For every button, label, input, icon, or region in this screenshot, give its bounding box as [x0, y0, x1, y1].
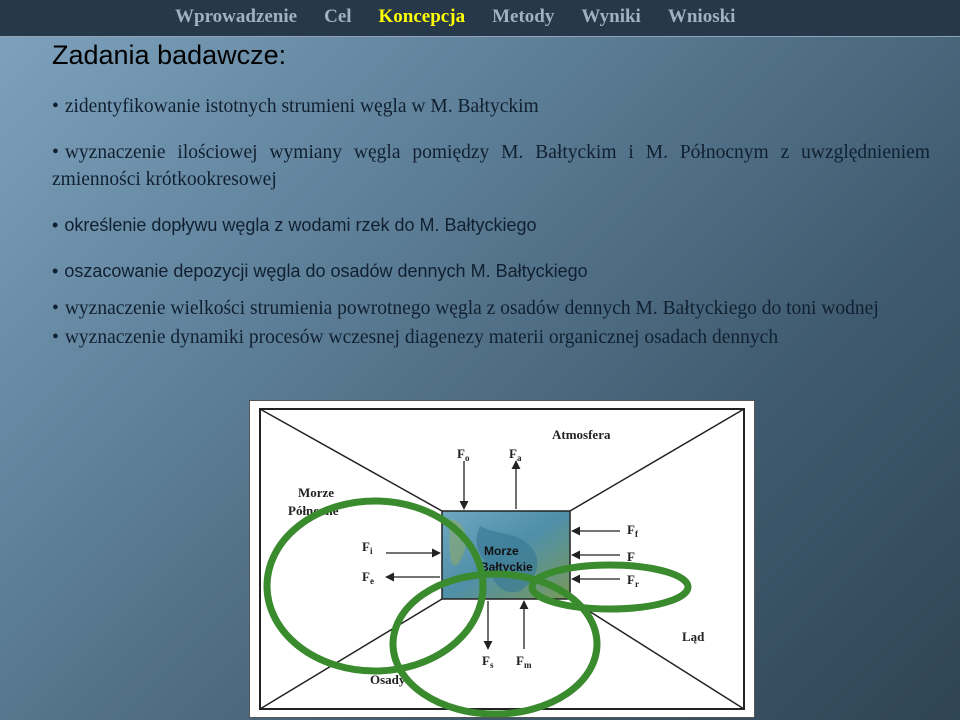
land-label: Ląd: [682, 629, 705, 644]
frame-diagonal: [260, 599, 442, 709]
sediments-label: Osady: [370, 672, 406, 687]
bullet-item: • określenie dopływu węgla z wodami rzek do M. Bałtyckiego: [52, 212, 930, 239]
baltic-label-2: Bałtyckie: [480, 560, 533, 574]
flux-label-fs: $F_s$: [482, 653, 494, 670]
flux-label-fx: F: [627, 549, 635, 564]
bullet-item: • oszacowanie depozycji węgla do osadów dennych M. Bałtyckiego: [52, 258, 930, 285]
frame-diagonal: [570, 409, 744, 511]
nav-item-cel[interactable]: Cel: [324, 6, 352, 27]
flux-label-fe: $F_e$: [362, 569, 374, 586]
bullet-item: • wyznaczenie wielkości strumienia powrotnego węgla z osadów dennych M. Bałtyckiego do toni wodnej: [52, 295, 930, 322]
slide-title: Zadania badawcze:: [52, 40, 287, 70]
flux-label-fa: $F_a$: [509, 446, 522, 463]
flux-label-fi: $F_i$: [362, 539, 373, 556]
bullet-item: • zidentyfikowanie istotnych strumieni węgla w M. Bałtyckim: [52, 93, 930, 120]
top-navigation-bar: [0, 0, 960, 37]
flux-label-fo: $F_o$: [457, 446, 470, 463]
flux-label-ff: $F_f$: [627, 522, 638, 539]
flux-label-fr: $F_r$: [627, 572, 639, 589]
nav-item-wprowadzenie[interactable]: Wprowadzenie: [175, 6, 298, 27]
north-sea-label-1: Morze: [298, 485, 335, 500]
nav-item-wnioski[interactable]: Wnioski: [667, 6, 736, 27]
diagram-svg: [250, 401, 754, 717]
section-nav: [175, 6, 735, 28]
bullet-list: [52, 93, 930, 351]
frame-diagonal: [260, 409, 442, 511]
bullet-item: • wyznaczenie dynamiki procesów wczesnej diagenezy materii organicznej osadach dennych: [52, 324, 930, 351]
nav-item-wyniki[interactable]: Wyniki: [581, 6, 641, 27]
baltic-label-1: Morze: [484, 544, 519, 558]
nav-item-metody[interactable]: Metody: [492, 6, 555, 27]
nav-item-koncepcja[interactable]: Koncepcja: [378, 6, 466, 27]
flux-label-fm: $F_m$: [516, 653, 532, 670]
bullet-item: • wyznaczenie ilościowej wymiany węgla pomiędzy M. Bałtyckim i M. Północnym z uwzględnieniem zmienności krótkookresowej: [52, 139, 930, 193]
carbon-flux-diagram: [249, 400, 755, 718]
north-sea-label-2: Północne: [288, 503, 339, 518]
atmosphere-label: Atmosfera: [552, 427, 611, 442]
